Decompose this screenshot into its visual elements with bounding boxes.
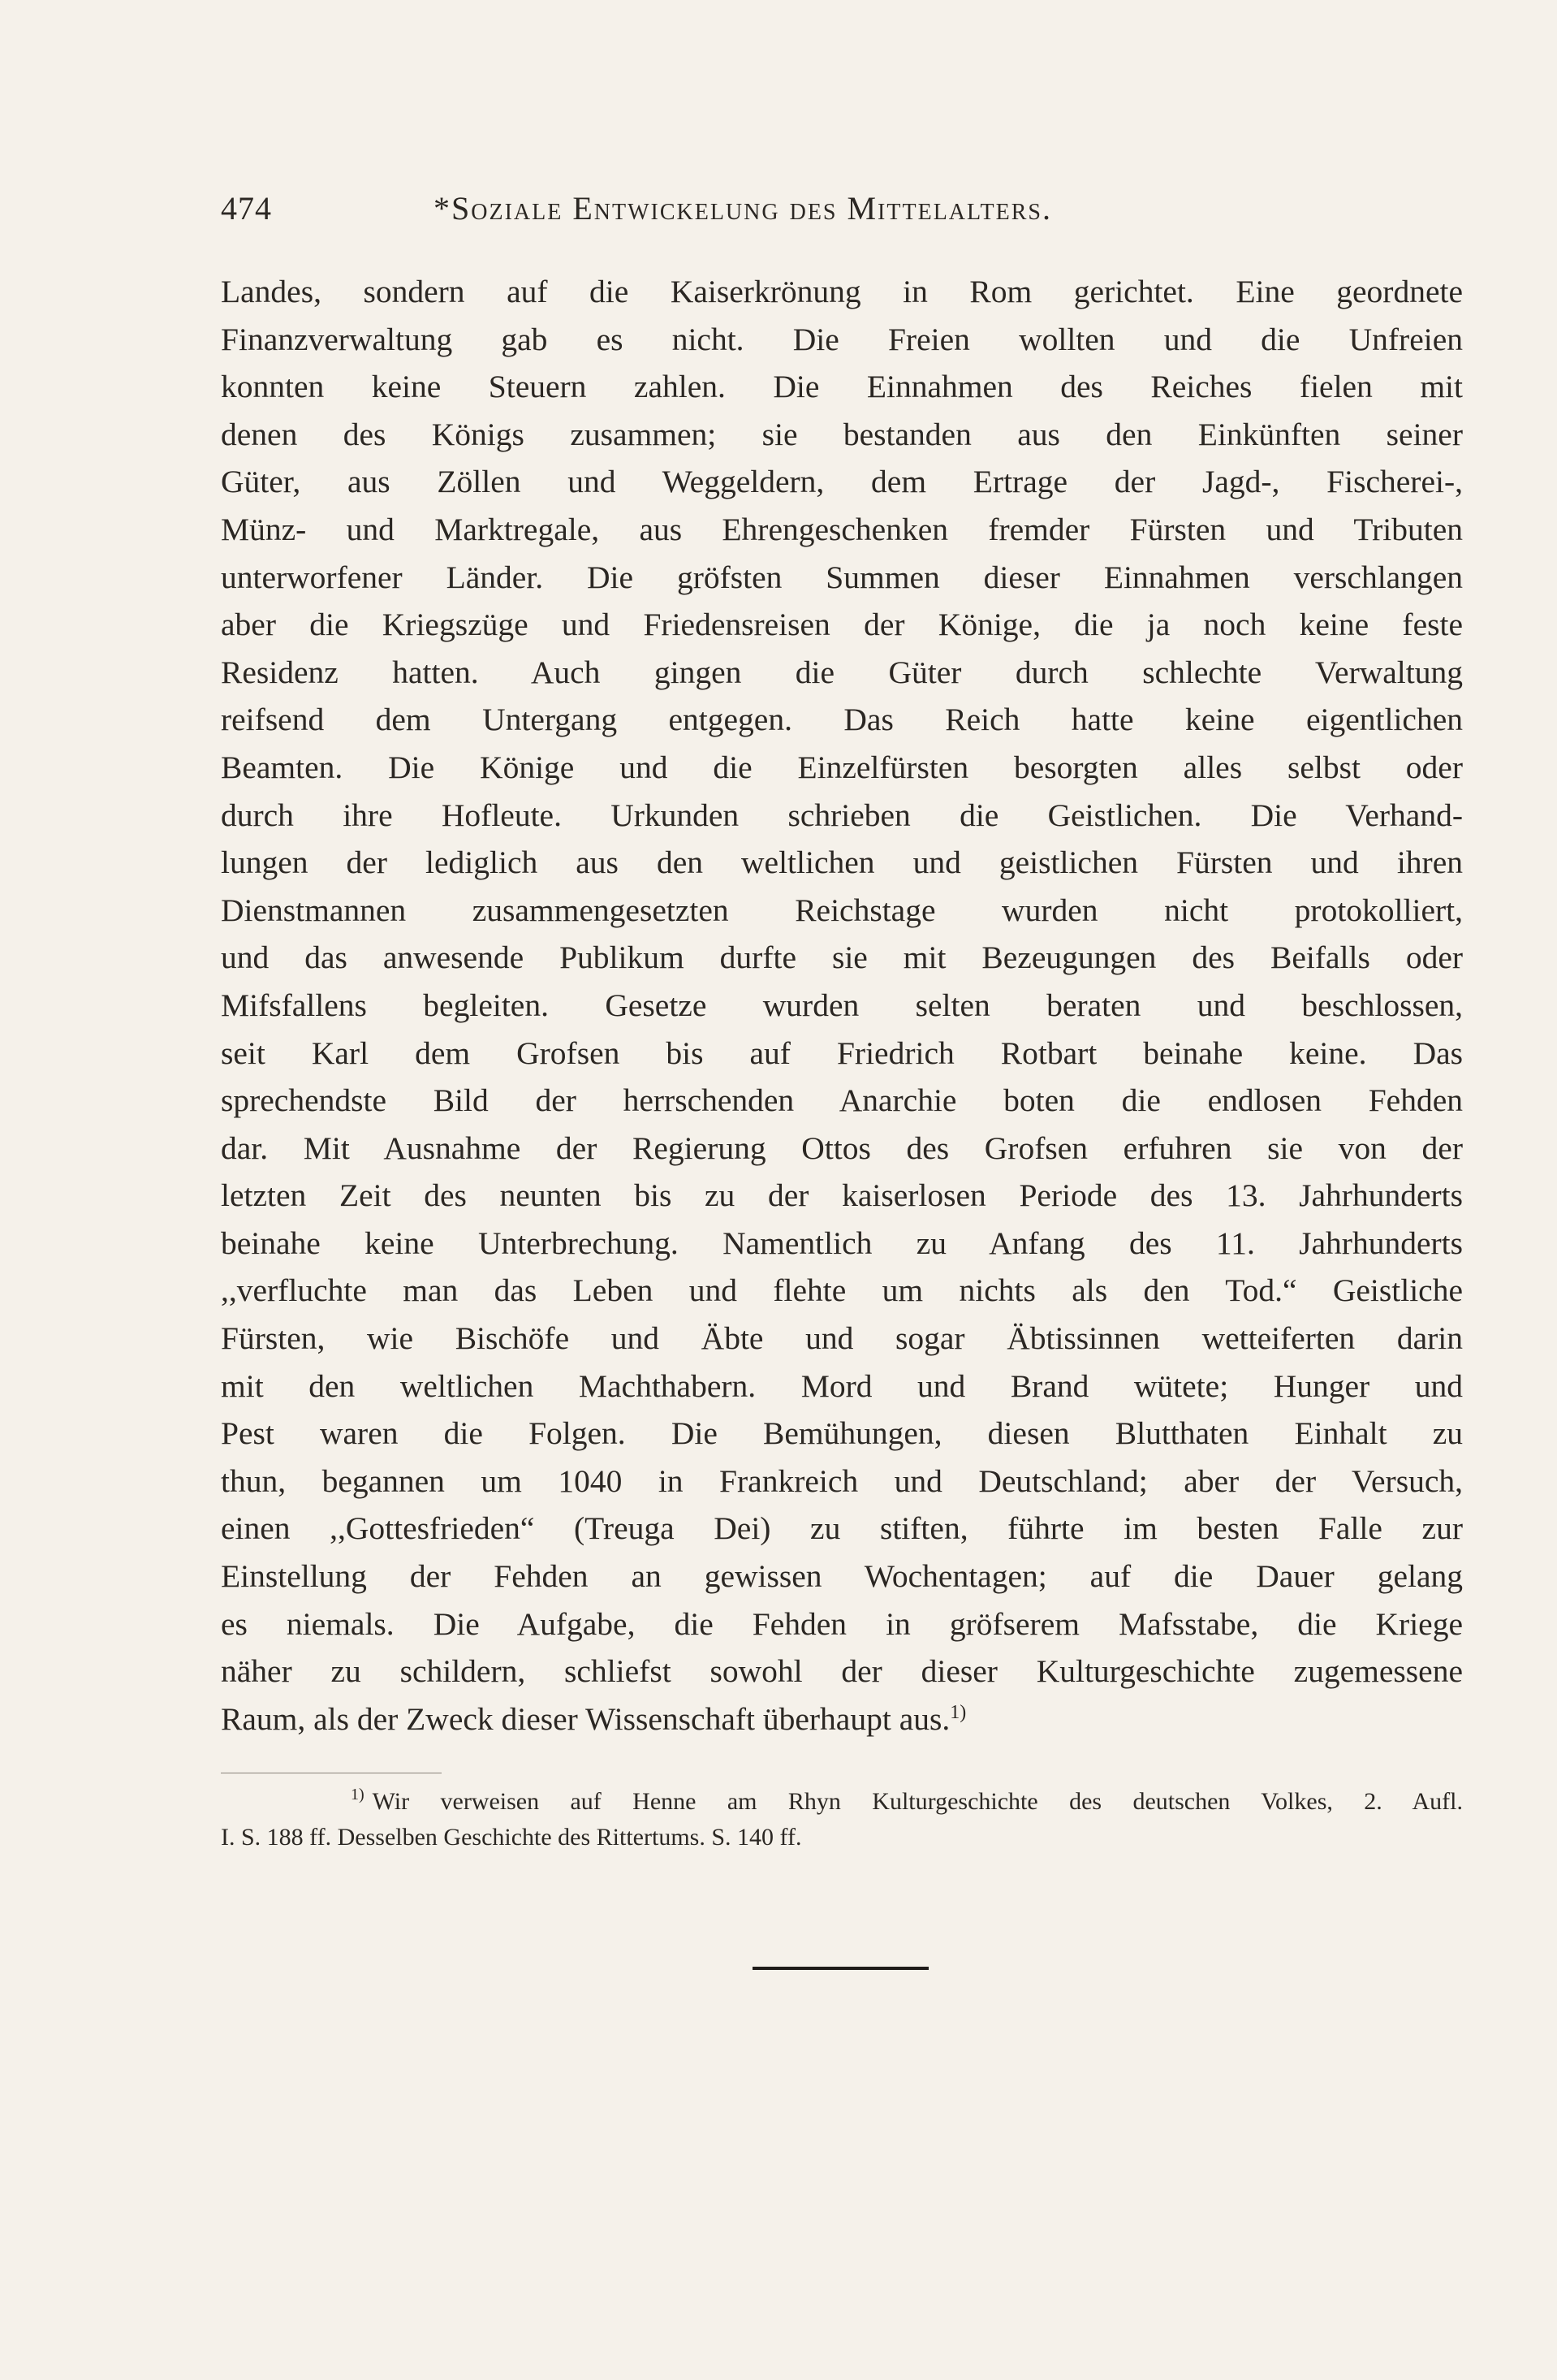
text-line: und das anwesende Publikum durfte sie mit Bezeugungen des Beifalls oder <box>221 939 1463 976</box>
text-line: aber die Kriegszüge und Friedensreisen der Könige, die ja noch keine feste <box>221 607 1463 643</box>
end-divider <box>753 1967 929 1970</box>
text-line: denen des Königs zusammen; sie bestanden aus den Einkünften seiner <box>221 416 1463 452</box>
footnote-reference[interactable]: 1) <box>950 1701 967 1723</box>
footnote-line: I. S. 188 ff. Desselben Geschichte des Rittertums. S. 140 ff. <box>221 1824 802 1851</box>
last-line-text: Raum, als der Zweck dieser Wissenschaft überhaupt aus. <box>221 1700 951 1737</box>
text-line: sprechendste Bild der herrschenden Anarchie boten die endlosen Fehden <box>221 1082 1463 1119</box>
footnote-line <box>221 1784 1463 1820</box>
text-line: Mifsfallens begleiten. Gesetze wurden selten beraten und beschlossen, <box>221 987 1463 1023</box>
text-line: reifsend dem Untergang entgegen. Das Reich hatte keine eigentlichen <box>221 702 1463 738</box>
text-line: unterworfener Länder. Die gröfsten Summen dieser Einnahmen verschlangen <box>221 559 1463 595</box>
body-paragraph <box>221 268 1463 1743</box>
running-title: *Soziale Entwickelung des Mittelalters. <box>433 190 1053 227</box>
text-line: konnten keine Steuern zahlen. Die Einnahmen des Reiches fielen mit <box>221 369 1463 405</box>
text-line: letzten Zeit des neunten bis zu der kaiserlosen Periode des 13. Jahrhunderts <box>221 1177 1463 1214</box>
text-line: Einstellung der Fehden an gewissen Wochentagen; auf die Dauer gelang <box>221 1558 1463 1595</box>
text-line: es niemals. Die Aufgabe, die Fehden in gröfserem Mafsstabe, die Kriege <box>221 1605 1463 1642</box>
text-line: Residenz hatten. Auch gingen die Güter durch schlechte Verwaltung <box>221 654 1463 690</box>
footnote-marker: 1) <box>351 1786 364 1803</box>
text-line: lungen der lediglich aus den weltlichen und geistlichen Fürsten und ihren <box>221 844 1463 881</box>
text-line: beinahe keine Unterbrechung. Namentlich zu Anfang des 11. Jahrhunderts <box>221 1225 1463 1261</box>
text-line: ,,verfluchte man das Leben und flehte um nichts als den Tod.“ Geistliche <box>221 1272 1463 1309</box>
text-line: näher zu schildern, schliefst sowohl der dieser Kulturgeschichte zugemessene <box>221 1653 1463 1690</box>
text-line: Fürsten, wie Bischöfe und Äbte und sogar Äbtissinnen wetteiferten darin <box>221 1320 1463 1357</box>
footnote <box>221 1784 1463 1855</box>
text-line: Beamten. Die Könige und die Einzelfürsten besorgten alles selbst oder <box>221 749 1463 785</box>
text-line: Finanzverwaltung gab es nicht. Die Freien wollten und die Unfreien <box>221 321 1463 357</box>
text-line: Güter, aus Zöllen und Weggeldern, dem Ertrage der Jagd-, Fischerei-, <box>221 464 1463 500</box>
text-line: Dienstmannen zusammengesetzten Reichstage wurden nicht protokolliert, <box>221 892 1463 928</box>
text-line: Pest waren die Folgen. Die Bemühungen, diesen Blutthaten Einhalt zu <box>221 1415 1463 1452</box>
text-line: einen ,,Gottesfrieden“ (Treuga Dei) zu stiften, führte im besten Falle zur <box>221 1510 1463 1547</box>
text-line: durch ihre Hofleute. Urkunden schrieben die Geistlichen. Die Verhand- <box>221 797 1463 833</box>
running-header <box>221 189 1309 238</box>
text-line-last <box>221 1695 1463 1743</box>
text-line: Münz- und Marktregale, aus Ehrengeschenken fremder Fürsten und Tributen <box>221 511 1463 547</box>
text-line: thun, begannen um 1040 in Frankreich und Deutschland; aber der Versuch, <box>221 1462 1463 1499</box>
text-line: mit den weltlichen Machthabern. Mord und Brand wütete; Hunger und <box>221 1367 1463 1404</box>
text-line: Landes, sondern auf die Kaiserkrönung in Rom gerichtet. Eine geordnete <box>221 274 1463 309</box>
page-number: 474 <box>221 190 272 227</box>
text-line: dar. Mit Ausnahme der Regierung Ottos des Grofsen erfuhren sie von der <box>221 1130 1463 1166</box>
text-line: seit Karl dem Grofsen bis auf Friedrich Rotbart beinahe keine. Das <box>221 1035 1463 1071</box>
footnote-text: Wir verweisen auf Henne am Rhyn Kulturgeschichte des deutschen Volkes, 2. Aufl. <box>372 1788 1463 1815</box>
